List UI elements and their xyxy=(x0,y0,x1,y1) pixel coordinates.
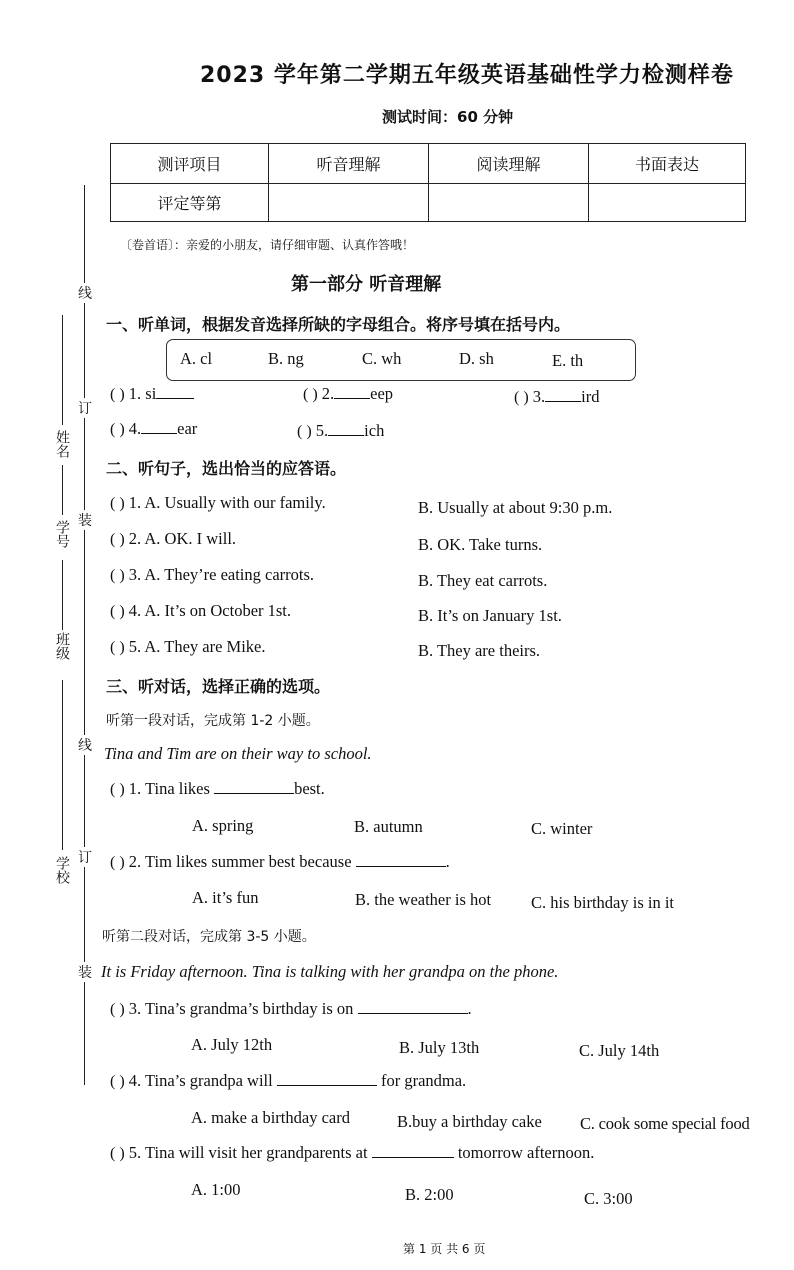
sec2-item1: ( ) 1. A. Usually with our family. xyxy=(110,493,326,512)
grade-cell-writing[interactable] xyxy=(589,184,746,222)
class-field-line xyxy=(62,560,63,630)
student-no-field-line xyxy=(62,465,63,515)
sec3-q4-option-a: A. make a birthday card xyxy=(191,1108,350,1127)
sec2-title: 二、听句子，选出恰当的应答语。 xyxy=(106,459,347,478)
part1-title: 第一部分 听音理解 xyxy=(291,274,442,295)
answer-blank[interactable] xyxy=(334,385,370,399)
sec3-q5-option-a: A. 1:00 xyxy=(191,1180,241,1199)
sec1-option-c: C. wh xyxy=(362,349,402,368)
name-field-line xyxy=(62,315,63,425)
sec2-item1-b: B. Usually at about 9:30 p.m. xyxy=(418,498,613,517)
answer-paren[interactable]: ( ) xyxy=(303,386,318,403)
sec1-option-d: D. sh xyxy=(459,349,494,368)
answer-blank[interactable] xyxy=(156,385,194,399)
intro-note: 〔卷首语〕：亲爱的小朋友，请仔细审题、认真作答哦！ xyxy=(120,238,415,252)
page-footer: 第 1 页 共 6 页 xyxy=(403,1242,486,1256)
answer-paren[interactable]: ( ) xyxy=(110,531,125,548)
answer-blank[interactable] xyxy=(356,853,446,867)
sec3-title: 三、听对话，选择正确的选项。 xyxy=(106,677,331,696)
sec3-q3-option-a: A. July 12th xyxy=(191,1035,273,1054)
sec3-q5-option-b: B. 2:00 xyxy=(405,1185,454,1204)
school-field-line xyxy=(62,680,63,850)
answer-blank[interactable] xyxy=(358,1000,468,1014)
sec2-item3-b: B. They eat carrots. xyxy=(418,571,548,590)
student-no-label: 学号 xyxy=(54,520,70,548)
margin-zhuang-2: 装 xyxy=(78,962,92,982)
sec2-item2-b: B. OK. Take turns. xyxy=(418,535,543,554)
grade-cell-reading[interactable] xyxy=(429,184,589,222)
sec3-q4-option-c: C. cook some special food xyxy=(580,1114,750,1133)
answer-blank[interactable] xyxy=(545,388,581,402)
sec3-q5: ( ) 5. Tina will visit her grandparents at tomorrow afternoon. xyxy=(110,1143,595,1162)
dialog1-instruction: 听第一段对话，完成第 1-2 小题。 xyxy=(106,713,320,729)
sec2-item5: ( ) 5. A. They are Mike. xyxy=(110,637,266,656)
score-table-header-listening: 听音理解 xyxy=(269,144,429,184)
sec2-item4: ( ) 4. A. It’s on October 1st. xyxy=(110,601,292,620)
sec1-item5: ( ) 5. ich xyxy=(297,421,385,440)
answer-blank[interactable] xyxy=(141,420,177,434)
binding-line-outer xyxy=(84,185,85,1085)
sec3-q4: ( ) 4. Tina’s grandpa will for grandma. xyxy=(110,1071,467,1090)
school-label: 学校 xyxy=(54,856,70,884)
dialog1-context: Tina and Tim are on their way to school. xyxy=(104,744,372,763)
sec2-item4-b: B. It’s on January 1st. xyxy=(418,606,562,625)
sec1-option-a: A. cl xyxy=(180,349,213,368)
answer-paren[interactable]: ( ) xyxy=(110,1145,125,1162)
answer-paren[interactable]: ( ) xyxy=(110,639,125,656)
sec1-item3: ( ) 3. ird xyxy=(514,387,600,406)
sec3-q1-option-b: B. autumn xyxy=(354,817,423,836)
sec1-title: 一、听单词，根据发音选择所缺的字母组合。将序号填在括号内。 xyxy=(106,315,571,334)
score-table-header-writing: 书面表达 xyxy=(589,144,746,184)
answer-blank[interactable] xyxy=(328,422,364,436)
answer-paren[interactable]: ( ) xyxy=(514,389,529,406)
name-label: 姓名 xyxy=(54,430,70,458)
sec3-q1: ( ) 1. Tina likes best. xyxy=(110,779,325,798)
dialog2-context: It is Friday afternoon. Tina is talking with her grandpa on the phone. xyxy=(101,962,559,981)
sec3-q4-option-b: B.buy a birthday cake xyxy=(397,1112,542,1131)
sec2-item5-b: B. They are theirs. xyxy=(418,641,541,660)
answer-paren[interactable]: ( ) xyxy=(297,423,312,440)
score-table-header-item: 测评项目 xyxy=(111,144,269,184)
margin-ding-1: 订 xyxy=(78,398,92,418)
answer-paren[interactable]: ( ) xyxy=(110,421,125,438)
answer-paren[interactable]: ( ) xyxy=(110,603,125,620)
margin-zhuang-1: 装 xyxy=(78,510,92,530)
test-time: 测试时间：60 分钟 xyxy=(382,108,514,126)
score-table xyxy=(110,143,746,222)
grade-cell-listening[interactable] xyxy=(269,184,429,222)
margin-xian-1: 线 xyxy=(78,283,92,303)
answer-blank[interactable] xyxy=(277,1072,377,1086)
score-table-header-reading: 阅读理解 xyxy=(429,144,589,184)
sec3-q3: ( ) 3. Tina’s grandma’s birthday is on . xyxy=(110,999,472,1018)
class-label: 班级 xyxy=(54,632,70,660)
sec1-item2: ( ) 2. eep xyxy=(303,384,394,403)
sec3-q2-option-b: B. the weather is hot xyxy=(355,890,492,909)
answer-paren[interactable]: ( ) xyxy=(110,1001,125,1018)
sec2-item3: ( ) 3. A. They’re eating carrots. xyxy=(110,565,315,584)
score-table-grade-label: 评定等第 xyxy=(111,184,269,222)
sec3-q3-option-c: C. July 14th xyxy=(579,1041,660,1060)
answer-paren[interactable]: ( ) xyxy=(110,854,125,871)
sec2-item2: ( ) 2. A. OK. I will. xyxy=(110,529,237,548)
sec3-q3-option-b: B. July 13th xyxy=(399,1038,480,1057)
answer-paren[interactable]: ( ) xyxy=(110,567,125,584)
sec3-q2-option-a: A. it’s fun xyxy=(192,888,259,907)
sec3-q2-option-c: C. his birthday is in it xyxy=(531,893,675,912)
sec1-option-b: B. ng xyxy=(268,349,304,368)
exam-title: 2023 学年第二学期五年级英语基础性学力检测样卷 xyxy=(200,63,734,88)
answer-paren[interactable]: ( ) xyxy=(110,495,125,512)
margin-xian-2: 线 xyxy=(78,735,92,755)
sec1-item4: ( ) 4. ear xyxy=(110,419,198,438)
answer-blank[interactable] xyxy=(214,780,294,794)
sec3-q1-option-a: A. spring xyxy=(192,816,254,835)
sec1-option-e: E. th xyxy=(552,351,584,370)
answer-paren[interactable]: ( ) xyxy=(110,1073,125,1090)
answer-blank[interactable] xyxy=(372,1144,454,1158)
sec3-q5-option-c: C. 3:00 xyxy=(584,1189,633,1208)
sec3-q2: ( ) 2. Tim likes summer best because . xyxy=(110,852,450,871)
answer-paren[interactable]: ( ) xyxy=(110,386,125,403)
dialog2-instruction: 听第二段对话，完成第 3-5 小题。 xyxy=(102,929,316,945)
margin-ding-2: 订 xyxy=(78,847,92,867)
answer-paren[interactable]: ( ) xyxy=(110,781,125,798)
sec3-q1-option-c: C. winter xyxy=(531,819,593,838)
sec1-item1: ( ) 1. si xyxy=(110,384,194,404)
